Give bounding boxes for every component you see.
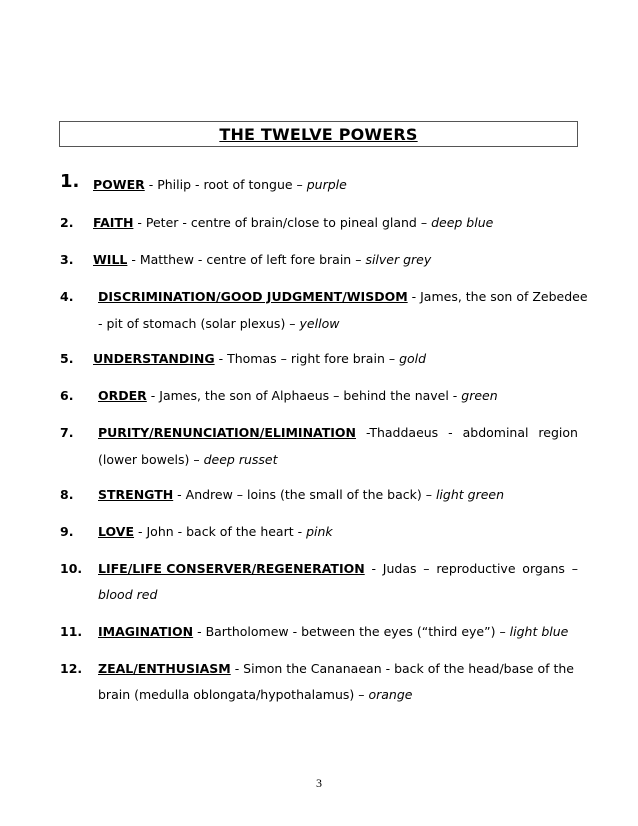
- item-text-word: abdominal: [462, 425, 529, 440]
- item-keyword: LOVE: [98, 524, 135, 539]
- item-number: 8.: [60, 487, 74, 502]
- item-text: - James, the son of Alphaeus – behind the navel -: [146, 388, 462, 403]
- item-color: orange: [368, 687, 413, 702]
- item-text-word: region: [538, 425, 578, 440]
- item-text: - Simon the Cananaean - back of the head/base of the: [230, 661, 574, 676]
- item-color: light blue: [509, 624, 569, 639]
- item-text-line2: brain (medulla oblongata/hypothalamus) –: [98, 687, 369, 702]
- item-keyword: PURITY/RENUNCIATION/ELIMINATION: [98, 425, 357, 440]
- item-color: light green: [435, 487, 505, 502]
- item-keyword: UNDERSTANDING: [93, 351, 215, 366]
- item-text: - Matthew - centre of left fore brain –: [127, 252, 366, 267]
- item-number: 5.: [60, 351, 74, 366]
- item-color: green: [461, 388, 498, 403]
- item-number: 6.: [60, 388, 74, 403]
- item-keyword: LIFE/LIFE CONSERVER/REGENERATION: [98, 561, 365, 576]
- item-color: deep russet: [203, 452, 278, 467]
- item-color: pink: [306, 524, 333, 539]
- item-keyword: WILL: [93, 252, 128, 267]
- item-keyword: DISCRIMINATION/GOOD JUDGMENT/WISDOM: [98, 289, 408, 304]
- list-item: [0, 562, 638, 602]
- item-text-word: –: [571, 561, 578, 576]
- item-color: blood red: [98, 587, 158, 602]
- item-number: 7.: [60, 425, 74, 440]
- item-text-word: reproductive: [436, 561, 516, 576]
- item-number: 4.: [60, 289, 74, 304]
- item-number: 3.: [60, 252, 74, 267]
- item-number: 9.: [60, 524, 74, 539]
- item-text-word: –: [423, 561, 430, 576]
- item-number: 10.: [60, 561, 83, 576]
- item-text-word: Judas: [382, 561, 417, 576]
- item-color: deep blue: [431, 215, 494, 230]
- item-color: purple: [306, 177, 347, 192]
- list-item: [0, 426, 638, 466]
- list-item: [0, 290, 638, 330]
- item-color: silver grey: [365, 252, 432, 267]
- title-box: [59, 121, 578, 147]
- item-text: - Andrew – loins (the small of the back) –: [173, 487, 436, 502]
- item-text-line2: (lower bowels) –: [98, 452, 204, 467]
- item-text: - Peter - centre of brain/close to pineal gland –: [133, 215, 432, 230]
- page-number: 3: [316, 776, 322, 790]
- item-text-word: organs: [522, 561, 565, 576]
- item-text: - Philip - root of tongue –: [144, 177, 307, 192]
- item-number: 11.: [60, 624, 83, 639]
- item-text: - Bartholomew - between the eyes (“third eye”) –: [193, 624, 510, 639]
- list-item: [0, 662, 638, 702]
- page-title: THE TWELVE POWERS: [219, 124, 418, 144]
- item-keyword: POWER: [93, 177, 145, 192]
- item-text-word: -: [448, 425, 453, 440]
- item-text-word: -: [371, 561, 376, 576]
- item-keyword: STRENGTH: [98, 487, 174, 502]
- item-number: 2.: [60, 215, 74, 230]
- item-color: gold: [399, 351, 427, 366]
- item-number: 12.: [60, 661, 83, 676]
- item-color: yellow: [299, 316, 340, 331]
- item-keyword: ORDER: [98, 388, 147, 403]
- item-number: 1.: [60, 171, 80, 192]
- item-keyword: FAITH: [93, 215, 134, 230]
- item-text-line2: - pit of stomach (solar plexus) –: [98, 316, 300, 331]
- item-text: - John - back of the heart -: [134, 524, 307, 539]
- item-keyword: IMAGINATION: [98, 624, 194, 639]
- item-text-word: -Thaddaeus: [365, 425, 439, 440]
- item-text: - Thomas – right fore brain –: [214, 351, 400, 366]
- item-keyword: ZEAL/ENTHUSIASM: [98, 661, 231, 676]
- item-text: - James, the son of Zebedee: [407, 289, 588, 304]
